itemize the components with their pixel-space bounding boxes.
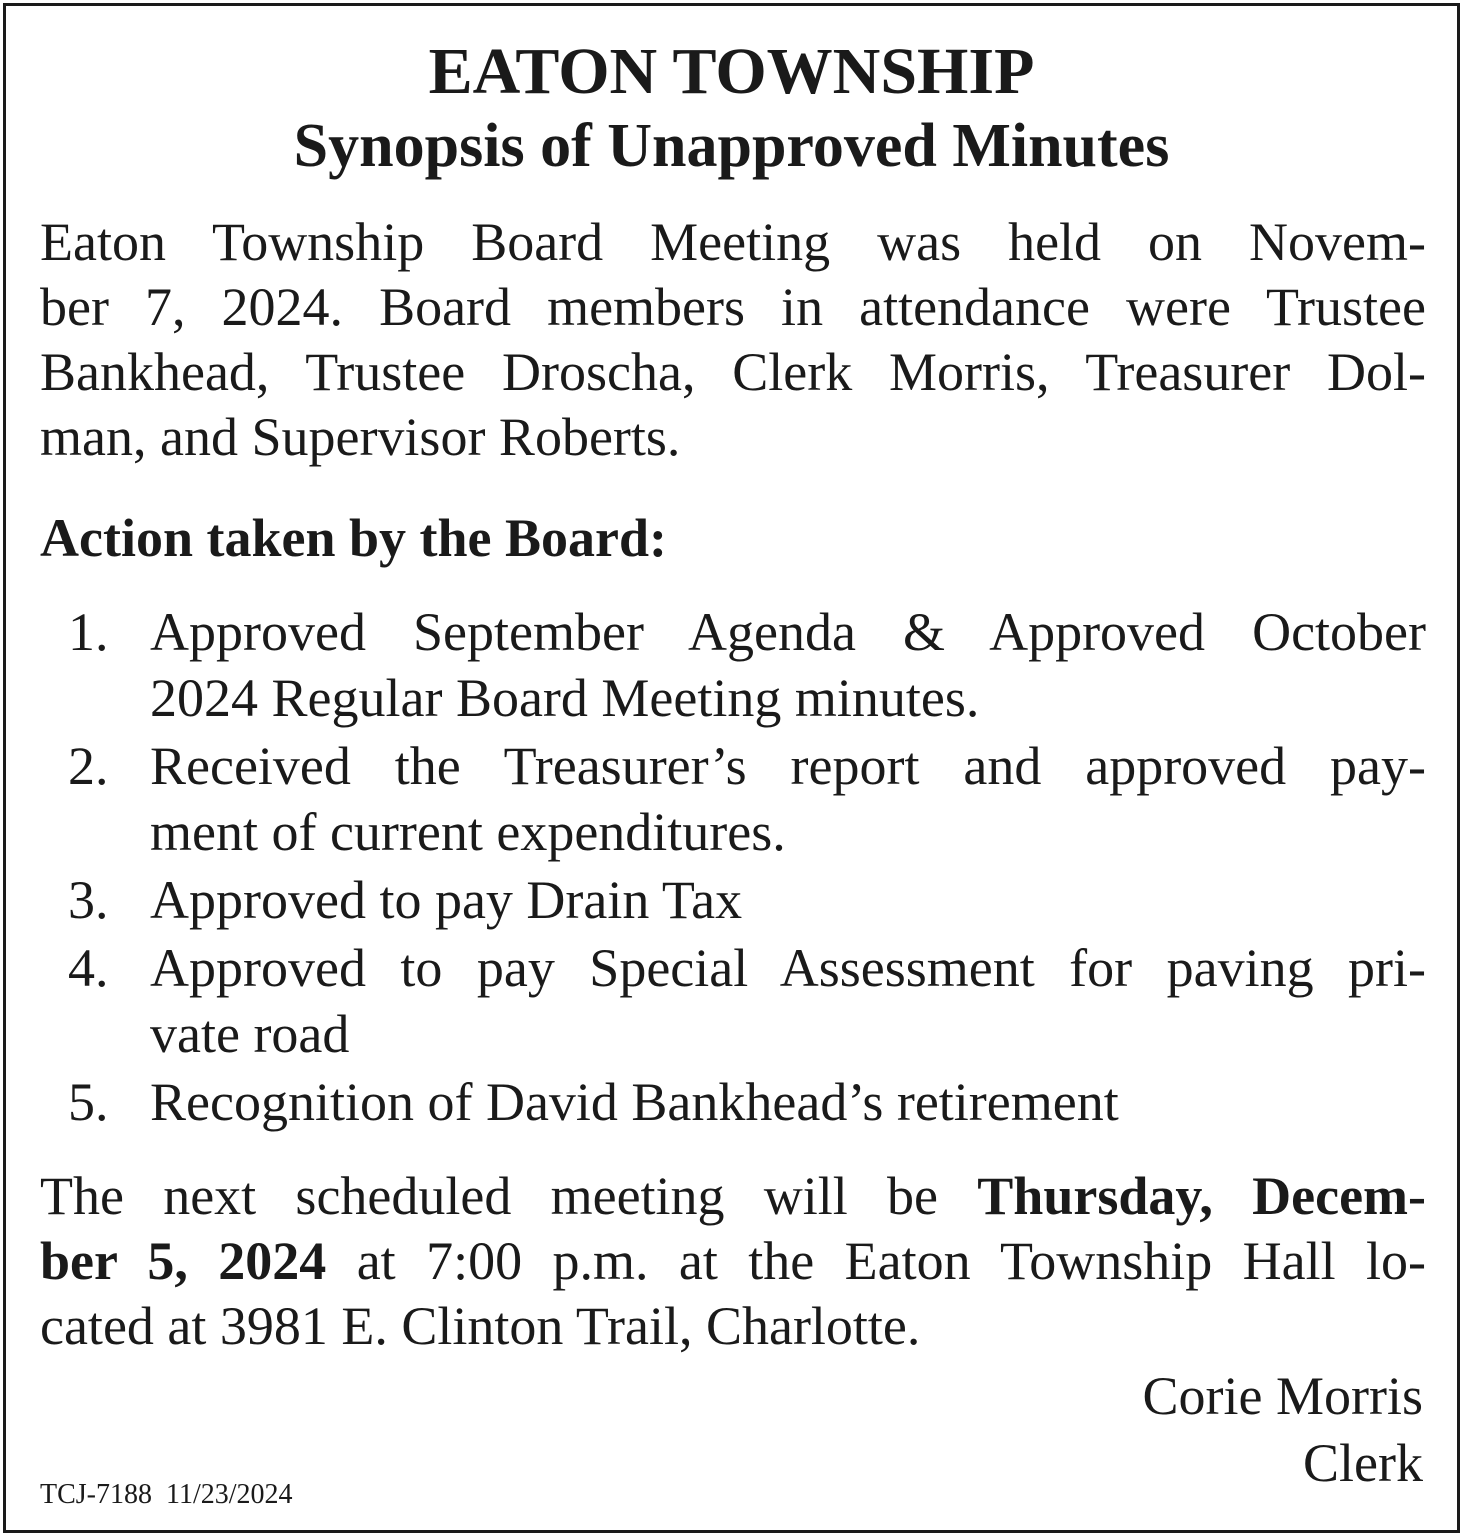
item-number: 4. (68, 938, 109, 998)
notice-subtitle: Synopsis of Unapproved Minutes (293, 112, 1170, 180)
signature-name: Corie Morris (1142, 1366, 1423, 1426)
list-item (40, 599, 1426, 731)
intro-line: Bankhead, Trustee Droscha, Clerk Morris, Treasurer Dol- (40, 342, 1426, 402)
meeting-date: ber 5, 2024 (40, 1231, 327, 1291)
closing-text: The next scheduled meeting will be (40, 1166, 978, 1226)
item-number: 2. (68, 736, 109, 796)
intro-line: Eaton Township Board Meeting was held on Novem- (40, 212, 1426, 272)
closing-line: cated at 3981 E. Clinton Trail, Charlotte. (40, 1296, 921, 1356)
item-line: Received the Treasurer’s report and approved pay- (150, 736, 1426, 796)
item-line: Recognition of David Bankhead’s retirement (150, 1072, 1119, 1132)
intro-line: man, and Supervisor Roberts. (40, 407, 681, 467)
closing-text: at 7:00 p.m. at the Eaton Township Hall lo- (326, 1231, 1426, 1291)
list-item (40, 733, 1426, 865)
item-number: 1. (68, 602, 109, 662)
item-line: Approved to pay Special Assessment for paving pri- (150, 938, 1426, 998)
item-line: Approved September Agenda & Approved October (150, 602, 1426, 662)
closing-paragraph (40, 1164, 1426, 1359)
meeting-date: Thursday, Decem- (977, 1166, 1426, 1226)
item-line: 2024 Regular Board Meeting minutes. (150, 668, 980, 728)
list-item (40, 1069, 1426, 1135)
actions-heading: Action taken by the Board: (40, 508, 668, 568)
item-line: ment of current expenditures. (150, 802, 786, 862)
item-number: 5. (68, 1072, 109, 1132)
intro-line: ber 7, 2024. Board members in attendance were Trustee (40, 277, 1426, 337)
closing-line (40, 1164, 1426, 1229)
intro-paragraph (40, 210, 1426, 470)
item-number: 3. (68, 870, 109, 930)
actions-list (40, 599, 1426, 1137)
list-item (40, 935, 1426, 1067)
item-line: vate road (150, 1004, 350, 1064)
list-item (40, 867, 1426, 933)
legal-notice (3, 3, 1460, 1533)
notice-title: EATON TOWNSHIP (428, 35, 1035, 108)
closing-line (40, 1229, 1426, 1294)
item-line: Approved to pay Drain Tax (150, 870, 743, 930)
ad-reference-code: TCJ-7188 11/23/2024 (40, 1479, 293, 1510)
signature-title: Clerk (1303, 1433, 1423, 1493)
